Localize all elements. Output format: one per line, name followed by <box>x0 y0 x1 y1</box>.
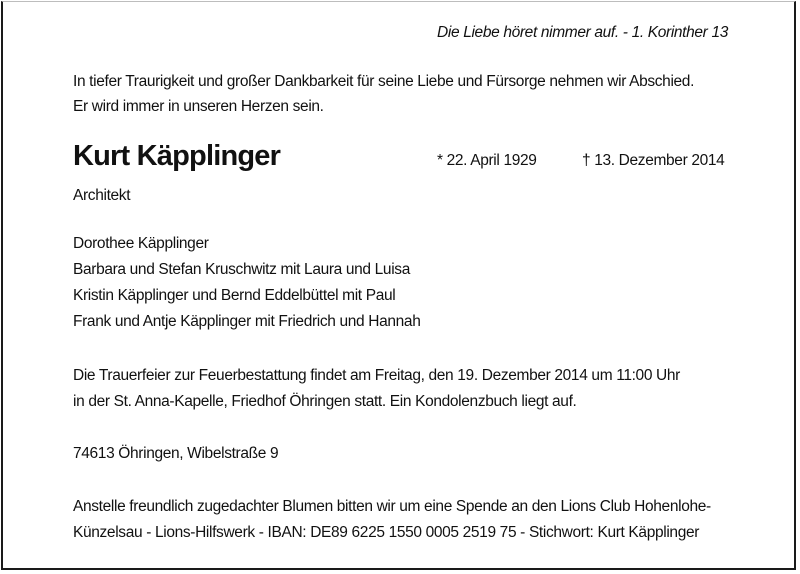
ceremony-line-2: in der St. Anna-Kapelle, Friedhof Öhringen statt. Ein Kondolenzbuch liegt auf. <box>73 393 577 410</box>
ceremony-line-1: Die Trauerfeier zur Feuerbestattung findet am Freitag, den 19. Dezember 2014 um 11:00 Uhr <box>73 367 680 384</box>
profession: Architekt <box>73 187 131 204</box>
deceased-name: Kurt Käpplinger <box>73 140 281 172</box>
mourner-1: Dorothee Käpplinger <box>73 235 209 252</box>
donation-line-1: Anstelle freundlich zugedachter Blumen bitten wir um eine Spende an den Lions Club Hohenlohe- <box>73 498 711 515</box>
mourner-2: Barbara und Stefan Kruschwitz mit Laura und Luisa <box>73 261 410 278</box>
birth-date: * 22. April 1929 <box>437 152 537 169</box>
mourner-4: Frank und Antje Käpplinger mit Friedrich und Hannah <box>73 313 421 330</box>
mourner-3: Kristin Käpplinger und Bernd Eddelbüttel mit Paul <box>73 287 396 304</box>
family-address: 74613 Öhringen, Wibelstraße 9 <box>73 445 279 462</box>
death-date: † 13. Dezember 2014 <box>582 152 725 169</box>
intro-line-2: Er wird immer in unseren Herzen sein. <box>73 98 324 115</box>
bible-quote: Die Liebe höret nimmer auf. - 1. Korinther 13 <box>437 24 728 41</box>
donation-line-2: Künzelsau - Lions-Hilfswerk - IBAN: DE89 6225 1550 0005 2519 75 - Stichwort: Kurt Käpplinger <box>73 524 700 541</box>
intro-line-1: In tiefer Traurigkeit und großer Dankbarkeit für seine Liebe und Fürsorge nehmen wir Abschied. <box>73 73 695 90</box>
